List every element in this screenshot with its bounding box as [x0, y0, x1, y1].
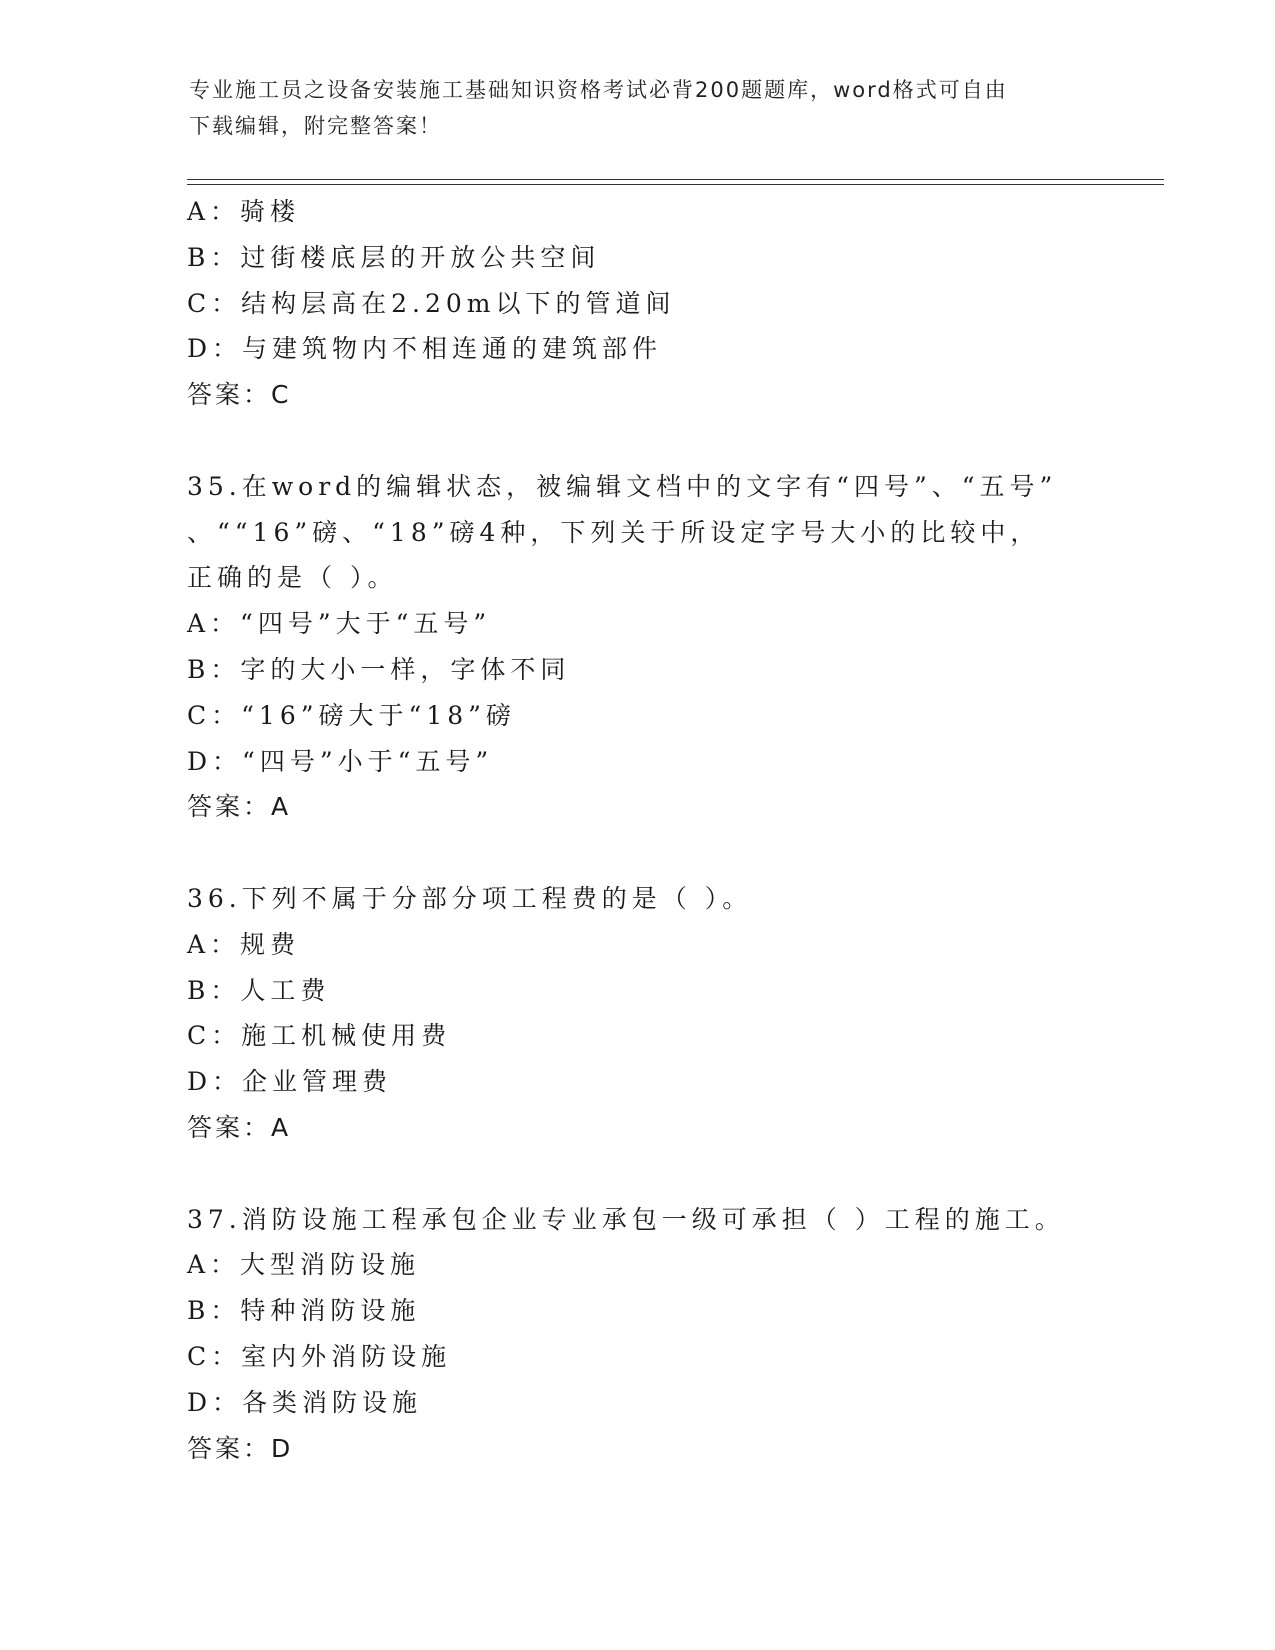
option-d: D：企业管理费 — [187, 1067, 393, 1097]
question-34 — [187, 189, 1147, 418]
option-d: D：各类消防设施 — [187, 1387, 423, 1417]
question-stem-line: 35.在word的编辑状态，被编辑文档中的文字有“四号”、“五号” — [187, 471, 1058, 501]
question-stem-line: 36.下列不属于分部分项工程费的是（ ）。 — [187, 883, 753, 913]
question-37 — [187, 1197, 1147, 1472]
question-stem-line: 37.消防设施工程承包企业专业承包一级可承担（ ）工程的施工。 — [187, 1204, 1065, 1234]
answer: 答案：C — [187, 380, 292, 410]
option-b: B：特种消防设施 — [187, 1296, 421, 1326]
question-stem-line: 、““16”磅、“18”磅4种，下列关于所设定字号大小的比较中， — [187, 517, 1041, 547]
option-d: D：与建筑物内不相连通的建筑部件 — [187, 334, 663, 364]
header-rule-bottom — [187, 184, 1164, 185]
question-spacer — [187, 1151, 1147, 1197]
option-a: A：大型消防设施 — [187, 1250, 421, 1280]
header-rule-top — [187, 179, 1164, 180]
question-spacer — [187, 830, 1147, 876]
question-stem-line: 正确的是（ ）。 — [187, 563, 398, 593]
answer: 答案：A — [187, 792, 292, 822]
option-c: C：施工机械使用费 — [187, 1021, 452, 1051]
option-b: B：过街楼底层的开放公共空间 — [187, 242, 601, 272]
option-b: B：字的大小一样，字体不同 — [187, 654, 571, 684]
option-c: C：室内外消防设施 — [187, 1341, 452, 1371]
answer: 答案：A — [187, 1112, 292, 1142]
question-list — [187, 189, 1147, 1471]
question-36 — [187, 876, 1147, 1151]
question-spacer — [187, 418, 1147, 464]
option-c: C：“16”磅大于“18”磅 — [187, 700, 516, 730]
option-d: D：“四号”小于“五号” — [187, 746, 494, 776]
header-line-1: 专业施工员之设备安装施工基础知识资格考试必背200题题库，word格式可自由 — [189, 78, 1008, 102]
page-header — [189, 72, 1089, 144]
header-line-2: 下载编辑，附完整答案！ — [189, 114, 442, 138]
question-35 — [187, 464, 1147, 830]
answer: 答案：D — [187, 1433, 294, 1463]
option-a: A：规费 — [187, 929, 301, 959]
option-b: B：人工费 — [187, 975, 331, 1005]
option-a: A：“四号”大于“五号” — [187, 609, 492, 639]
option-a: A：骑楼 — [187, 197, 301, 226]
option-c: C：结构层高在2.20m以下的管道间 — [187, 288, 676, 318]
